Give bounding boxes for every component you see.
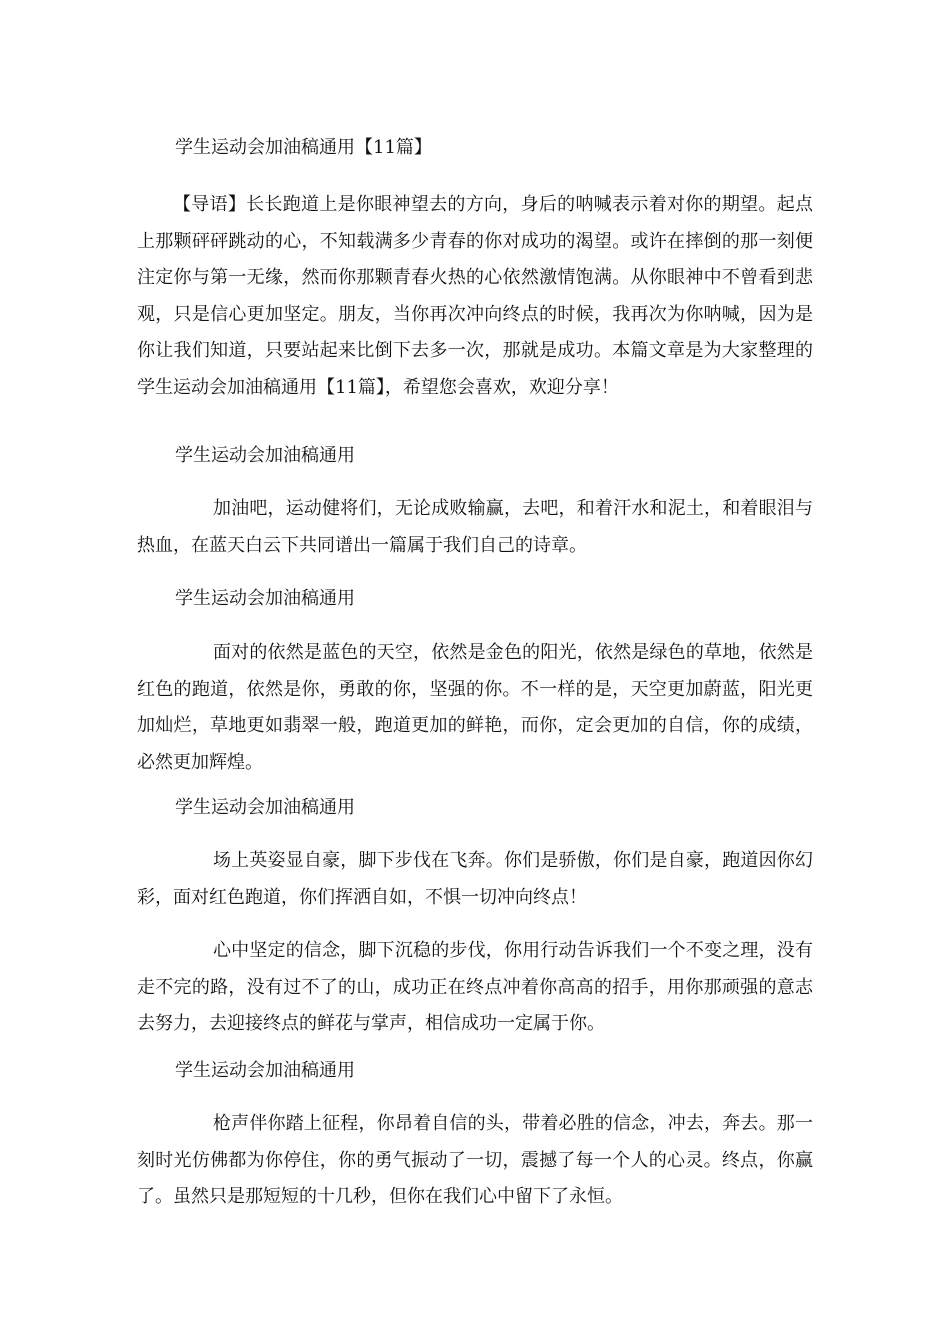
section-heading: 学生运动会加油稿通用 (175, 1060, 355, 1081)
section-paragraph: 心中坚定的信念，脚下沉稳的步伐，你用行动告诉我们一个不变之理，没有走不完的路，没有过不了的山，成功正在终点冲着你高高的招手，用你那顽强的意志去努力，去迎接终点的鲜花与掌声，相信成功一定属于你。 (137, 940, 813, 1034)
section-paragraph: 面对的依然是蓝色的天空，依然是金色的阳光，依然是绿色的草地，依然是红色的跑道，依然是你，勇敢的你，坚强的你。不一样的是，天空更加蔚蓝，阳光更加灿烂，草地更如翡翠一般，跑道更加的鲜艳，而你，定会更加的自信，你的成绩，必然更加辉煌。 (137, 642, 813, 773)
section-paragraph: 枪声伴你踏上征程，你昂着自信的头，带着必胜的信念，冲去，奔去。那一刻时光仿佛都为你停住，你的勇气振动了一切，震撼了每一个人的心灵。终点，你赢了。虽然只是那短短的十几秒，但你在我们心中留下了永恒。 (137, 1113, 813, 1207)
section-paragraph: 场上英姿显自豪，脚下步伐在飞奔。你们是骄傲，你们是自豪，跑道因你幻彩，面对红色跑道，你们挥洒自如，不惧一切冲向终点！ (137, 850, 813, 908)
section-heading: 学生运动会加油稿通用 (175, 588, 355, 609)
section-heading: 学生运动会加油稿通用 (175, 445, 355, 466)
section-heading: 学生运动会加油稿通用 (175, 797, 355, 818)
intro-paragraph: 【导语】长长跑道上是你眼神望去的方向，身后的呐喊表示着对你的期望。起点上那颗砰砰跳动的心，不知载满多少青春的你对成功的渴望。或许在摔倒的那一刻便注定你与第一无缘，然而你那颗青春火热的心依然激情饱满。从你眼神中不曾看到悲观，只是信心更加坚定。朋友，当你再次冲向终点的时候，我再次为你呐喊，因为是你让我们知道，只要站起来比倒下去多一次，那就是成功。本篇文章是为大家整理的学生运动会加油稿通用【11篇】，希望您会喜欢，欢迎分享！ (137, 194, 813, 398)
section-paragraph: 加油吧，运动健将们，无论成败输赢，去吧，和着汗水和泥土，和着眼泪与热血，在蓝天白云下共同谱出一篇属于我们自己的诗章。 (137, 498, 813, 556)
document-title: 学生运动会加油稿通用【11篇】 (175, 137, 432, 158)
